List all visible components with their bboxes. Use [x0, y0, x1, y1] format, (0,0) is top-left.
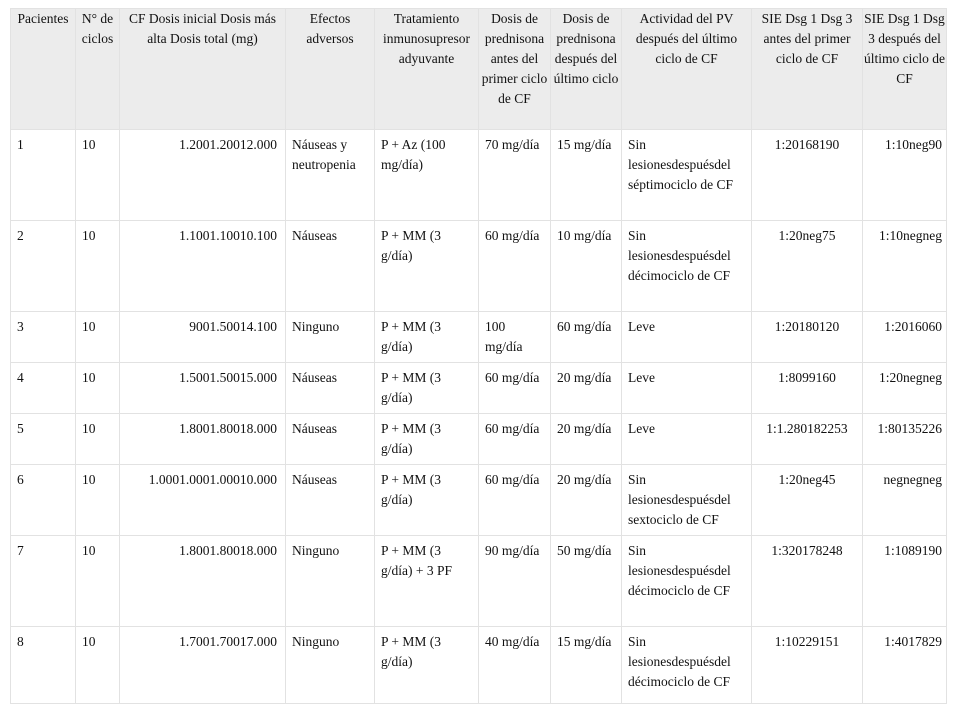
- header-pacientes: Pacientes: [11, 9, 76, 130]
- cell-tratamiento: P + MM (3 g/día): [375, 312, 479, 363]
- cell-efectos: Náuseas: [286, 414, 375, 465]
- cell-tratamiento: P + MM (3 g/día) + 3 PF: [375, 536, 479, 627]
- cell-sie-antes: 1:10229151: [752, 627, 863, 704]
- cell-tratamiento: P + MM (3 g/día): [375, 363, 479, 414]
- cell-cf-dosis: 1.7001.70017.000: [120, 627, 286, 704]
- cell-cf-dosis: 1.0001.0001.00010.000: [120, 465, 286, 536]
- cell-cf-dosis: 1.8001.80018.000: [120, 414, 286, 465]
- cell-cf-dosis: 1.2001.20012.000: [120, 130, 286, 221]
- cell-sie-antes: 1:20180120: [752, 312, 863, 363]
- cell-efectos: Ninguno: [286, 536, 375, 627]
- cell-sie-antes: 1:20neg45: [752, 465, 863, 536]
- cell-ciclos: 10: [76, 627, 120, 704]
- cell-ciclos: 10: [76, 221, 120, 312]
- cell-actividad-pv: Sin lesionesdespuésdel séptimociclo de CF: [622, 130, 752, 221]
- cell-prednisona-antes: 40 mg/día: [479, 627, 551, 704]
- header-sie-antes: SIE Dsg 1 Dsg 3 antes del primer ciclo de CF: [752, 9, 863, 130]
- cell-prednisona-despues: 15 mg/día: [551, 627, 622, 704]
- cell-cf-dosis: 9001.50014.100: [120, 312, 286, 363]
- table-row: [11, 414, 947, 465]
- cell-efectos: Náuseas y neutropenia: [286, 130, 375, 221]
- cell-prednisona-antes: 60 mg/día: [479, 414, 551, 465]
- cell-paciente: 7: [11, 536, 76, 627]
- cell-cf-dosis: 1.8001.80018.000: [120, 536, 286, 627]
- cell-actividad-pv: Sin lesionesdespuésdel décimociclo de CF: [622, 221, 752, 312]
- cell-prednisona-despues: 20 mg/día: [551, 465, 622, 536]
- header-efectos: Efectos adversos: [286, 9, 375, 130]
- cell-sie-despues: 1:2016060: [863, 312, 947, 363]
- table-row: [11, 465, 947, 536]
- cell-sie-despues: 1:80135226: [863, 414, 947, 465]
- cell-sie-antes: 1:20neg75: [752, 221, 863, 312]
- cell-prednisona-despues: 60 mg/día: [551, 312, 622, 363]
- cell-ciclos: 10: [76, 536, 120, 627]
- cell-actividad-pv: Leve: [622, 414, 752, 465]
- cell-tratamiento: P + MM (3 g/día): [375, 465, 479, 536]
- cell-cf-dosis: 1.5001.50015.000: [120, 363, 286, 414]
- cell-prednisona-despues: 50 mg/día: [551, 536, 622, 627]
- cell-prednisona-antes: 90 mg/día: [479, 536, 551, 627]
- cell-sie-antes: 1:1.280182253: [752, 414, 863, 465]
- header-prednisona-antes: Dosis de prednisona antes del primer ciclo de CF: [479, 9, 551, 130]
- cell-actividad-pv: Leve: [622, 312, 752, 363]
- cell-efectos: Ninguno: [286, 627, 375, 704]
- cell-efectos: Ninguno: [286, 312, 375, 363]
- cell-sie-antes: 1:20168190: [752, 130, 863, 221]
- cell-prednisona-despues: 20 mg/día: [551, 363, 622, 414]
- cell-ciclos: 10: [76, 130, 120, 221]
- cell-actividad-pv: Sin lesionesdespuésdel décimociclo de CF: [622, 536, 752, 627]
- cell-paciente: 4: [11, 363, 76, 414]
- cell-paciente: 2: [11, 221, 76, 312]
- cell-sie-despues: 1:4017829: [863, 627, 947, 704]
- cell-sie-antes: 1:320178248: [752, 536, 863, 627]
- cell-prednisona-despues: 15 mg/día: [551, 130, 622, 221]
- cell-ciclos: 10: [76, 363, 120, 414]
- cell-tratamiento: P + MM (3 g/día): [375, 221, 479, 312]
- header-ciclos: N° de ciclos: [76, 9, 120, 130]
- header-actividad-pv: Actividad del PV después del último ciclo de CF: [622, 9, 752, 130]
- cell-efectos: Náuseas: [286, 363, 375, 414]
- cell-ciclos: 10: [76, 465, 120, 536]
- cell-sie-despues: negnegneg: [863, 465, 947, 536]
- cell-paciente: 5: [11, 414, 76, 465]
- cell-sie-despues: 1:1089190: [863, 536, 947, 627]
- cell-paciente: 8: [11, 627, 76, 704]
- cell-prednisona-despues: 20 mg/día: [551, 414, 622, 465]
- table-row: [11, 130, 947, 221]
- table-row: [11, 627, 947, 704]
- cell-sie-despues: 1:20negneg: [863, 363, 947, 414]
- patients-table: [10, 8, 947, 704]
- header-row: [11, 9, 947, 130]
- cell-sie-despues: 1:10negneg: [863, 221, 947, 312]
- cell-tratamiento: P + MM (3 g/día): [375, 627, 479, 704]
- cell-efectos: Náuseas: [286, 465, 375, 536]
- cell-tratamiento: P + MM (3 g/día): [375, 414, 479, 465]
- cell-prednisona-antes: 70 mg/día: [479, 130, 551, 221]
- cell-ciclos: 10: [76, 312, 120, 363]
- table-row: [11, 312, 947, 363]
- header-tratamiento: Tratamiento inmunosupresor adyuvante: [375, 9, 479, 130]
- cell-prednisona-antes: 60 mg/día: [479, 363, 551, 414]
- table-row: [11, 363, 947, 414]
- cell-sie-despues: 1:10neg90: [863, 130, 947, 221]
- cell-sie-antes: 1:8099160: [752, 363, 863, 414]
- header-prednisona-despues: Dosis de prednisona después del último ciclo: [551, 9, 622, 130]
- table-body: [11, 130, 947, 704]
- cell-paciente: 1: [11, 130, 76, 221]
- table-row: [11, 221, 947, 312]
- cell-ciclos: 10: [76, 414, 120, 465]
- cell-actividad-pv: Leve: [622, 363, 752, 414]
- cell-prednisona-antes: 60 mg/día: [479, 465, 551, 536]
- table-header: [11, 9, 947, 130]
- cell-paciente: 3: [11, 312, 76, 363]
- header-sie-despues: SIE Dsg 1 Dsg 3 después del último ciclo de CF: [863, 9, 947, 130]
- cell-prednisona-despues: 10 mg/día: [551, 221, 622, 312]
- cell-actividad-pv: Sin lesionesdespuésdel sextociclo de CF: [622, 465, 752, 536]
- table-row: [11, 536, 947, 627]
- cell-prednisona-antes: 60 mg/día: [479, 221, 551, 312]
- header-cf-dosis: CF Dosis inicial Dosis más alta Dosis total (mg): [120, 9, 286, 130]
- cell-efectos: Náuseas: [286, 221, 375, 312]
- cell-prednisona-antes: 100 mg/día: [479, 312, 551, 363]
- cell-cf-dosis: 1.1001.10010.100: [120, 221, 286, 312]
- cell-tratamiento: P + Az (100 mg/día): [375, 130, 479, 221]
- cell-actividad-pv: Sin lesionesdespuésdel décimociclo de CF: [622, 627, 752, 704]
- cell-paciente: 6: [11, 465, 76, 536]
